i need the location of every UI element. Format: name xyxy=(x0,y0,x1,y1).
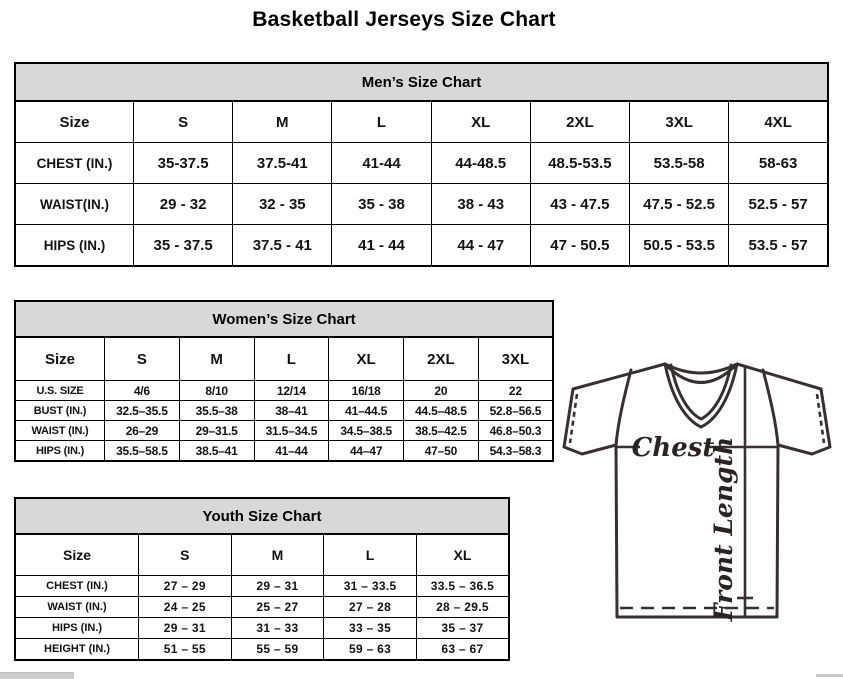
measurement-label: CHEST (IN.) xyxy=(15,576,139,597)
measurement-label: BUST (IN.) xyxy=(15,401,105,421)
size-column-header: 3XL xyxy=(630,101,729,143)
jersey-outline xyxy=(564,364,830,617)
size-header-row xyxy=(15,337,553,381)
measurement-value: 33 – 35 xyxy=(324,618,417,639)
measurement-value: 35.5–38 xyxy=(179,401,254,421)
measurement-value: 38 - 43 xyxy=(431,184,530,225)
measurement-row xyxy=(15,639,509,661)
measurement-value: 24 – 25 xyxy=(139,597,232,618)
measurement-row xyxy=(15,421,553,441)
size-column-header: M xyxy=(231,534,324,576)
measurement-value: 63 – 67 xyxy=(416,639,509,661)
womens-size-chart-section xyxy=(14,300,554,462)
measurement-value: 29–31.5 xyxy=(179,421,254,441)
measurement-value: 37.5 - 41 xyxy=(233,225,332,267)
size-column-header: XL xyxy=(416,534,509,576)
measurement-value: 44.5–48.5 xyxy=(404,401,479,421)
measurement-row xyxy=(15,381,553,401)
size-label-header: Size xyxy=(15,337,105,381)
size-column-header: L xyxy=(332,101,431,143)
measurement-value: 4/6 xyxy=(105,381,180,401)
measurement-value: 28 – 29.5 xyxy=(416,597,509,618)
measurement-value: 29 – 31 xyxy=(231,576,324,597)
measurement-value: 34.5–38.5 xyxy=(329,421,404,441)
measurement-value: 58-63 xyxy=(729,143,828,184)
measurement-value: 48.5-53.5 xyxy=(530,143,629,184)
measurement-value: 29 – 31 xyxy=(139,618,232,639)
measurement-value: 55 – 59 xyxy=(231,639,324,661)
measurement-value: 52.8–56.5 xyxy=(478,401,553,421)
measurement-value: 35 - 38 xyxy=(332,184,431,225)
size-column-header: S xyxy=(105,337,180,381)
size-column-header: L xyxy=(254,337,329,381)
jersey-left-seam xyxy=(616,370,631,445)
measurement-label: HIPS (IN.) xyxy=(15,618,139,639)
measurement-value: 33.5 – 36.5 xyxy=(416,576,509,597)
measurement-label: HIPS (IN.) xyxy=(15,225,134,267)
measurement-label: WAIST(IN.) xyxy=(15,184,134,225)
measurement-row xyxy=(15,143,828,184)
scrollbar-fragment-right xyxy=(816,674,843,677)
measurement-value: 51 – 55 xyxy=(139,639,232,661)
measurement-value: 50.5 - 53.5 xyxy=(630,225,729,267)
measurement-value: 47.5 - 52.5 xyxy=(630,184,729,225)
jersey-collar xyxy=(665,364,737,427)
measurement-label: CHEST (IN.) xyxy=(15,143,134,184)
scrollbar-fragment-left xyxy=(0,672,74,679)
measurement-value: 41–44.5 xyxy=(329,401,404,421)
chest-label: Chest xyxy=(631,433,715,463)
mens-size-chart-section xyxy=(14,62,829,267)
measurement-value: 38.5–41 xyxy=(179,441,254,462)
size-column-header: XL xyxy=(329,337,404,381)
measurement-value: 44–47 xyxy=(329,441,404,462)
measurement-row xyxy=(15,597,509,618)
measurement-value: 44 - 47 xyxy=(431,225,530,267)
measurement-value: 22 xyxy=(478,381,553,401)
measurement-value: 47–50 xyxy=(404,441,479,462)
size-column-header: S xyxy=(139,534,232,576)
youth-size-chart-section xyxy=(14,497,510,661)
measurement-value: 38.5–42.5 xyxy=(404,421,479,441)
measurement-value: 27 – 28 xyxy=(324,597,417,618)
measurement-value: 26–29 xyxy=(105,421,180,441)
measurement-value: 59 – 63 xyxy=(324,639,417,661)
mens-size-chart-header: Men’s Size Chart xyxy=(14,62,829,102)
jersey-right-seam xyxy=(763,370,778,445)
size-column-header: XL xyxy=(431,101,530,143)
size-header-row xyxy=(15,101,828,143)
measurement-value: 35-37.5 xyxy=(134,143,233,184)
measurement-value: 35.5–58.5 xyxy=(105,441,180,462)
youth-size-chart-header: Youth Size Chart xyxy=(14,497,510,535)
size-label-header: Size xyxy=(15,101,134,143)
measurement-row xyxy=(15,618,509,639)
size-column-header: M xyxy=(233,101,332,143)
measurement-value: 35 – 37 xyxy=(416,618,509,639)
measurement-value: 31 – 33.5 xyxy=(324,576,417,597)
measurement-row xyxy=(15,576,509,597)
measurement-label: U.S. SIZE xyxy=(15,381,105,401)
measurement-value: 32.5–35.5 xyxy=(105,401,180,421)
measurement-label: HIPS (IN.) xyxy=(15,441,105,462)
measurement-value: 41-44 xyxy=(332,143,431,184)
womens-size-table xyxy=(14,336,554,462)
size-column-header: 2XL xyxy=(530,101,629,143)
measurement-value: 31.5–34.5 xyxy=(254,421,329,441)
front-length-label: Front Length xyxy=(709,436,738,622)
measurement-value: 31 – 33 xyxy=(231,618,324,639)
measurement-value: 32 - 35 xyxy=(233,184,332,225)
measurement-value: 43 - 47.5 xyxy=(530,184,629,225)
measurement-value: 41 - 44 xyxy=(332,225,431,267)
measurement-row xyxy=(15,441,553,462)
measurement-label: WAIST (IN.) xyxy=(15,597,139,618)
measurement-value: 16/18 xyxy=(329,381,404,401)
jersey-measurement-diagram xyxy=(556,356,838,630)
mens-size-table xyxy=(14,100,829,267)
size-column-header: M xyxy=(179,337,254,381)
measurement-value: 37.5-41 xyxy=(233,143,332,184)
size-label-header: Size xyxy=(15,534,139,576)
measurement-value: 53.5-58 xyxy=(630,143,729,184)
measurement-row xyxy=(15,184,828,225)
measurement-value: 54.3–58.3 xyxy=(478,441,553,462)
size-column-header: 3XL xyxy=(478,337,553,381)
measurement-value: 53.5 - 57 xyxy=(729,225,828,267)
measurement-value: 47 - 50.5 xyxy=(530,225,629,267)
measurement-value: 20 xyxy=(404,381,479,401)
size-column-header: L xyxy=(324,534,417,576)
measurement-value: 52.5 - 57 xyxy=(729,184,828,225)
page-title: Basketball Jerseys Size Chart xyxy=(252,8,556,31)
measurement-label: WAIST (IN.) xyxy=(15,421,105,441)
measurement-value: 8/10 xyxy=(179,381,254,401)
size-column-header: S xyxy=(134,101,233,143)
measurement-value: 41–44 xyxy=(254,441,329,462)
size-column-header: 2XL xyxy=(404,337,479,381)
measurement-label: HEIGHT (IN.) xyxy=(15,639,139,661)
measurement-value: 29 - 32 xyxy=(134,184,233,225)
youth-size-table xyxy=(14,533,510,661)
measurement-value: 44-48.5 xyxy=(431,143,530,184)
measurement-value: 27 – 29 xyxy=(139,576,232,597)
measurement-value: 25 – 27 xyxy=(231,597,324,618)
measurement-value: 35 - 37.5 xyxy=(134,225,233,267)
measurement-row xyxy=(15,225,828,267)
measurement-value: 12/14 xyxy=(254,381,329,401)
womens-size-chart-header: Women’s Size Chart xyxy=(14,300,554,338)
measurement-row xyxy=(15,401,553,421)
measurement-value: 38–41 xyxy=(254,401,329,421)
size-column-header: 4XL xyxy=(729,101,828,143)
measurement-value: 46.8–50.3 xyxy=(478,421,553,441)
size-header-row xyxy=(15,534,509,576)
